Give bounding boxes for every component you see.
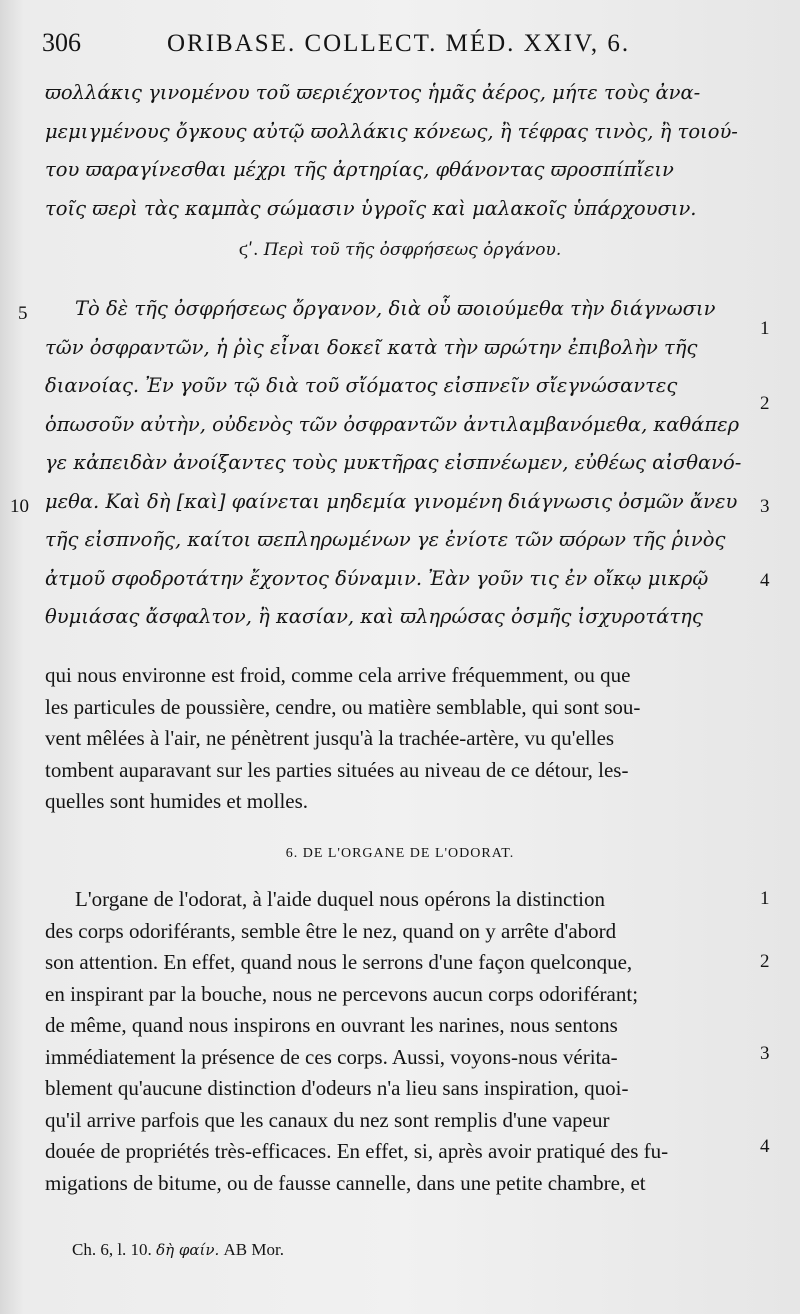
french-line: tombent auparavant sur les parties situées au niveau de ce détour, les-: [45, 757, 629, 782]
french-line: douée de propriétés très-efficaces. En effet, si, après avoir pratiqué des fu-: [45, 1139, 669, 1163]
greek-line-number: 10: [10, 496, 29, 517]
footnote-ref: Ch. 6, l. 10.: [72, 1240, 152, 1259]
greek-line: θυμιάσας ἄσφαλτον, ἢ κασίαν, καὶ ϖληρώσας ὀσμῆς ἰσχυροτάτης: [45, 605, 703, 628]
french-line: des corps odoriférants, semble être le nez, quand on y arrête d'abord: [45, 918, 617, 943]
french-line: de même, quand nous inspirons en ouvrant les narines, nous sentons: [45, 1013, 618, 1037]
greek-margin-number: 1: [760, 318, 770, 339]
greek-line: μεθα. Καὶ δὴ [καὶ] φαίνεται μηδεμία γινομένη διάγνωσις ὀσμῶν ἄνευ: [45, 489, 738, 513]
greek-line: τῶν ὀσφραντῶν, ἡ ῥὶς εἶναι δοκεῖ κατὰ τὴν ϖρώτην ἐπιβολὴν τῆς: [45, 335, 698, 359]
greek-line: του ϖαραγίνεσθαι μέχρι τῆς ἀρτηρίας, φθάνοντας ϖροσπίπἴειν: [45, 158, 674, 181]
greek-line-number: 5: [18, 303, 28, 324]
french-line: blement qu'aucune distinction d'odeurs n'a lieu sans inspiration, quoi-: [45, 1076, 629, 1100]
french-section-heading: 6. DE L'ORGANE DE L'ODORAT.: [285, 846, 515, 861]
greek-line: μεμιγμένους ὄγκους αὐτῷ ϖολλάκις κόνεως, ἢ τέφρας τινὸς, ἢ τοιού-: [45, 119, 738, 143]
french-line: les particules de poussière, cendre, ou matière semblable, qui sont sou-: [45, 694, 641, 719]
greek-line: τοῖς ϖερὶ τὰς καμπὰς σώμασιν ὑγροῖς καὶ μαλακοῖς ὑπάρχουσιν.: [45, 196, 697, 220]
footnote-sources: AB Mor.: [223, 1240, 284, 1259]
footnote: [72, 1240, 284, 1260]
page-header: [40, 28, 760, 62]
greek-margin-number: 4: [760, 570, 770, 591]
greek-line: διανοίας. Ἐν γοῦν τῷ διὰ τοῦ σἴόματος εἰσπνεῖν σἴεγνώσαντες: [45, 374, 678, 397]
greek-section-paragraph: [45, 290, 745, 637]
french-line: en inspirant par la bouche, nous ne percevons aucun corps odoriférant;: [45, 981, 639, 1006]
greek-heading-title: Περὶ τοῦ τῆς ὀσφρήσεως ὀργάνου.: [263, 240, 562, 260]
greek-heading-number: ϛʹ.: [238, 240, 259, 260]
greek-line: τῆς εἰσπνοῆς, καίτοι ϖεπληρωμένων γε ἐνίοτε τῶν ϖόρων τῆς ῥινὸς: [45, 528, 726, 551]
greek-section-heading: [0, 240, 800, 260]
footnote-greek: δὴ φαίν.: [156, 1241, 220, 1259]
greek-margin-number: 3: [760, 496, 770, 517]
greek-line: ϖολλάκις γινομένου τοῦ ϖεριέχοντος ἡμᾶς ἀέρος, μήτε τοὺς ἀνα-: [45, 81, 701, 104]
french-line: vent mêlées à l'air, ne pénètrent jusqu'à la trachée-artère, vu qu'elles: [45, 726, 615, 750]
french-margin-number: 3: [760, 1043, 770, 1064]
french-margin-number: 4: [760, 1136, 770, 1157]
french-line: son attention. En effet, quand nous le serrons d'une façon quelconque,: [45, 950, 633, 974]
greek-line: γε κἀπειδὰν ἀνοίξαντες τοὺς μυκτῆρας εἰσπνέωμεν, εὐθέως αἰσθανό-: [45, 451, 742, 474]
french-line: immédiatement la présence de ces corps. Aussi, voyons-nous vérita-: [45, 1044, 618, 1069]
french-section-paragraph: [45, 884, 745, 1199]
french-line: L'organe de l'odorat, à l'aide duquel nous opérons la distinction: [75, 887, 606, 911]
page-number: 306: [42, 28, 81, 57]
greek-margin-number: 2: [760, 393, 770, 414]
running-head: ORIBASE. COLLECT. MÉD. XXIV, 6.: [167, 30, 631, 57]
greek-line: ἀτμοῦ σφοδροτάτην ἔχοντος δύναμιν. Ἐὰν γοῦν τις ἐν οἴκῳ μικρῷ: [45, 566, 709, 590]
french-continuation-paragraph: [45, 660, 745, 818]
greek-line: Τὸ δὲ τῆς ὀσφρήσεως ὄργανον, διὰ οὗ ϖοιούμεθα τὴν διάγνωσιν: [75, 297, 716, 320]
french-margin-number: 1: [760, 888, 770, 909]
greek-continuation-paragraph: [45, 74, 745, 228]
french-line: qu'il arrive parfois que les canaux du nez sont remplis d'une vapeur: [45, 1107, 610, 1132]
french-margin-number: 2: [760, 951, 770, 972]
french-line: migations de bitume, ou de fausse cannelle, dans une petite chambre, et: [45, 1170, 646, 1195]
greek-line: ὁπωσοῦν αὐτὴν, οὐδενὸς τῶν ὀσφραντῶν ἀντιλαμβανόμεθα, καθάπερ: [45, 412, 740, 436]
french-line: qui nous environne est froid, comme cela arrive fréquemment, ou que: [45, 663, 631, 687]
french-line: quelles sont humides et molles.: [45, 789, 309, 813]
